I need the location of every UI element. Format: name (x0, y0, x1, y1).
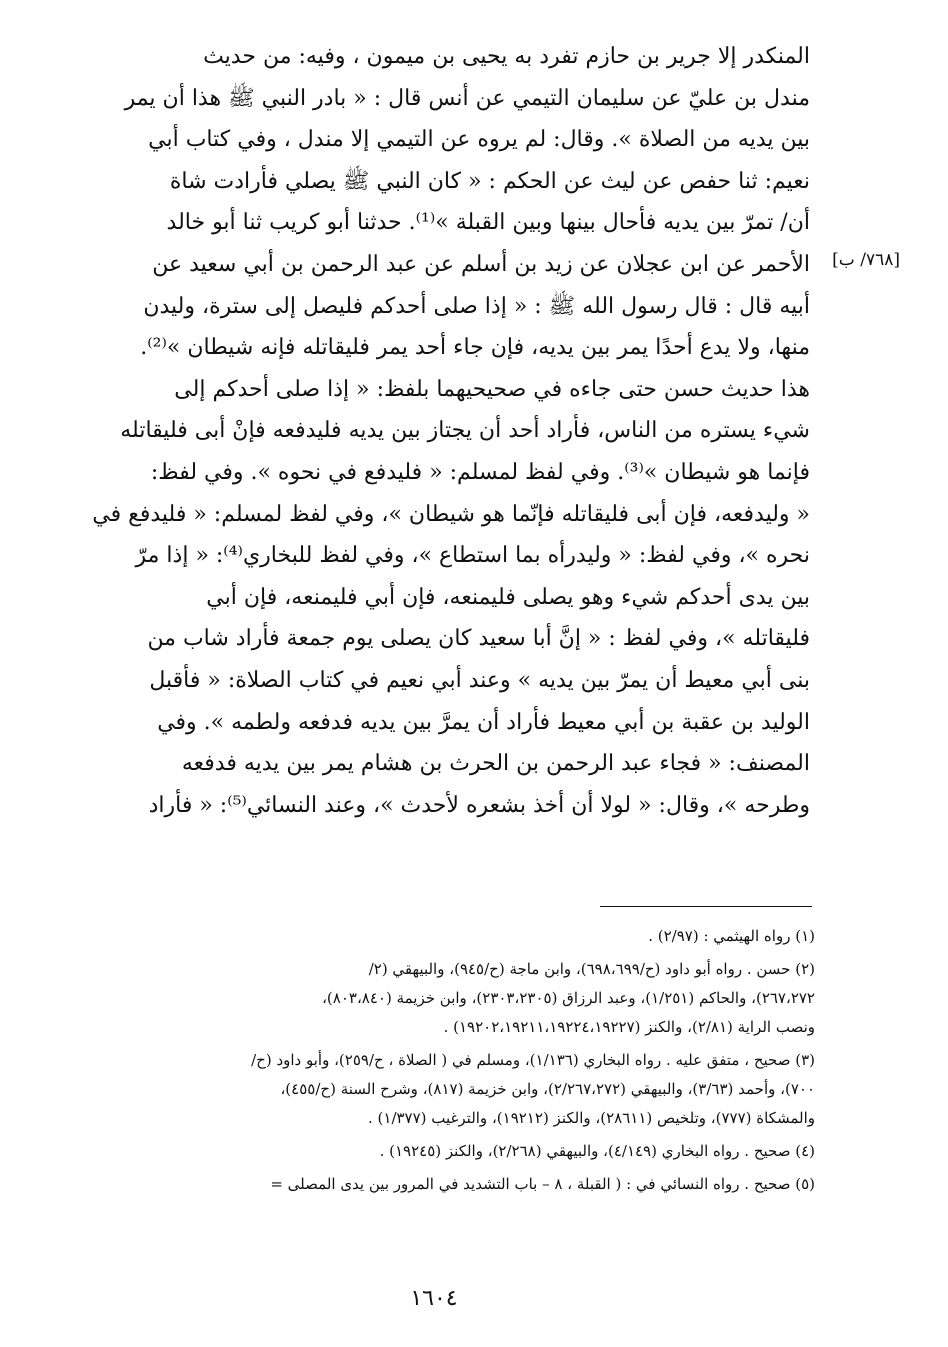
footnote-line: (٥) صحيح . رواه النسائي في : ( القبلة ، ٨ – باب التشديد في المرور بين يدى المصلى = (270, 1175, 815, 1193)
footnote-line: ونصب الراية (٢/٨١)، والكنز (١٩٢٠٢،١٩٢١١،١٩٢٢٤،١٩٢٢٧) . (443, 1018, 815, 1036)
footnote-3 (70, 1046, 815, 1133)
text-line: بين يديه من الصلاة ». وقال: لم يروه عن التيمي إلا مندل ، وفي كتاب أبي (148, 127, 810, 153)
footnote-line: ٧٠٠)، وأحمد (٣/٦٣)، والبيهقي (٢/٢٦٧،٢٧٢)، وابن خزيمة (٨١٧)، وشرح السنة (ح/٤٥٥)، (280, 1080, 815, 1098)
footnote-5 (70, 1170, 815, 1199)
text-line: الأحمر عن ابن عجلان عن زيد بن أسلم عن عبد الرحمن بن أبي سعيد عن (152, 251, 810, 277)
footnote-line: (٣) صحيح ، متفق عليه . رواه البخاري (١/١٣٦)، ومسلم في ( الصلاة ، ح/٢٥٩)، وأبو داود (ح/ (251, 1051, 815, 1069)
text-line: شيء يستره من الناس، فأراد أحد أن يجتاز بين يديه فليدفعه فإنْ أبى فليقاتله (120, 418, 810, 444)
text-line: هذا حديث حسن حتى جاءه في صحيحيهما بلفظ: « إذا صلى أحدكم إلى (174, 376, 810, 402)
footnote-line: (٤) صحيح . رواه البخاري (٤/١٤٩)، والبيهقي (٢/٢٦٨)، والكنز (١٩٢٤٥) . (379, 1142, 815, 1160)
text-line: نحره »، وفي لفظ: « وليدرأه بما استطاع »، وفي لفظ للبخاري⁽⁴⁾: « إذا مرّ (135, 543, 810, 569)
footnote-line: (٢) حسن . رواه أبو داود (ح/٦٩٨،٦٩٩)، وابن ماجة (ح/٩٤٥)، والبيهقي (٢/ (368, 960, 815, 978)
text-line: الوليد بن عقبة بن أبي معيط فأراد أن يمرَّ بين يديه فدفعه ولطمه ». وفي (157, 709, 810, 735)
text-line: فإنما هو شيطان »⁽³⁾. وفي لفظ لمسلم: « فليدفع في نحوه ». وفي لفظ: (150, 459, 810, 485)
footnote-line: (١) رواه الهيثمي : (٢/٩٧) . (648, 927, 815, 945)
text-line: وطرحه »، وقال: « لولا أن أخذ بشعره لأحدث »، وعند النسائي⁽⁵⁾: « فأراد (148, 792, 810, 818)
text-line: منها، ولا يدع أحدًا يمر بين يديه، فإن جاء أحد يمر فليقاتله فإنه شيطان »⁽²⁾. (140, 335, 810, 361)
text-line: « وليدفعه، فإن أبى فليقاتله فإنّما هو شيطان »، وفي لفظ لمسلم: « فليدفع في (92, 501, 810, 527)
main-text (70, 36, 810, 826)
text-line: بنى أبي معيط أن يمرّ بين يديه » وعند أبي نعيم في كتاب الصلاة: « فأقبل (149, 667, 810, 693)
footnote-line: والمشكاة (٧٧٧)، وتلخيص (٢٨٦١١)، والكنز (١٩٢١٢)، والترغيب (١/٣٧٧) . (368, 1109, 815, 1127)
manuscript-folio-marker: [٧٦٨/ ب] (832, 250, 900, 270)
text-line: بين يدى أحدكم شيء وهو يصلى فليمنعه، فإن أبي فليمنعه، فإن أبي (206, 584, 810, 610)
text-line: أن/ تمرّ بين يديه فأحال بينها وبين القبلة »⁽¹⁾. حدثنا أبو كريب ثنا أبو خالد (166, 210, 810, 236)
text-line: مندل بن عليّ عن سليمان التيمي عن أنس قال : « بادر النبي ﷺ هذا أن يمر (124, 85, 810, 111)
footnote-2 (70, 955, 815, 1042)
footnote-line: ٢٦٧،٢٧٢)، والحاكم (١/٢٥١)، وعبد الرزاق (٢٣٠٣،٢٣٠٥)، وابن خزيمة (٨٠٣،٨٤٠)، (322, 989, 815, 1007)
page-number: ١٦٠٤ (410, 1286, 458, 1311)
text-line: أبيه قال : قال رسول الله ﷺ : « إذا صلى أحدكم فليصل إلى سترة، وليدن (143, 293, 810, 319)
text-line: المصنف: « فجاء عبد الرحمن بن الحرث بن هشام يمر بين يديه فدفعه (181, 751, 810, 777)
text-line: المنكدر إلا جرير بن حازم تفرد به يحيى بن ميمون ، وفيه: من حديث (203, 44, 810, 69)
text-line: فليقاتله »، وفي لفظ : « إنَّ أبا سعيد كان يصلى يوم جمعة فأراد شاب من (147, 626, 810, 652)
footnote-4 (70, 1137, 815, 1166)
footnote-1 (70, 922, 815, 951)
text-line: نعيم: ثنا حفص عن ليث عن الحكم : « كان النبي ﷺ يصلي فأرادت شاة (169, 168, 810, 194)
footnotes (70, 922, 815, 1203)
footnote-separator (600, 906, 812, 907)
